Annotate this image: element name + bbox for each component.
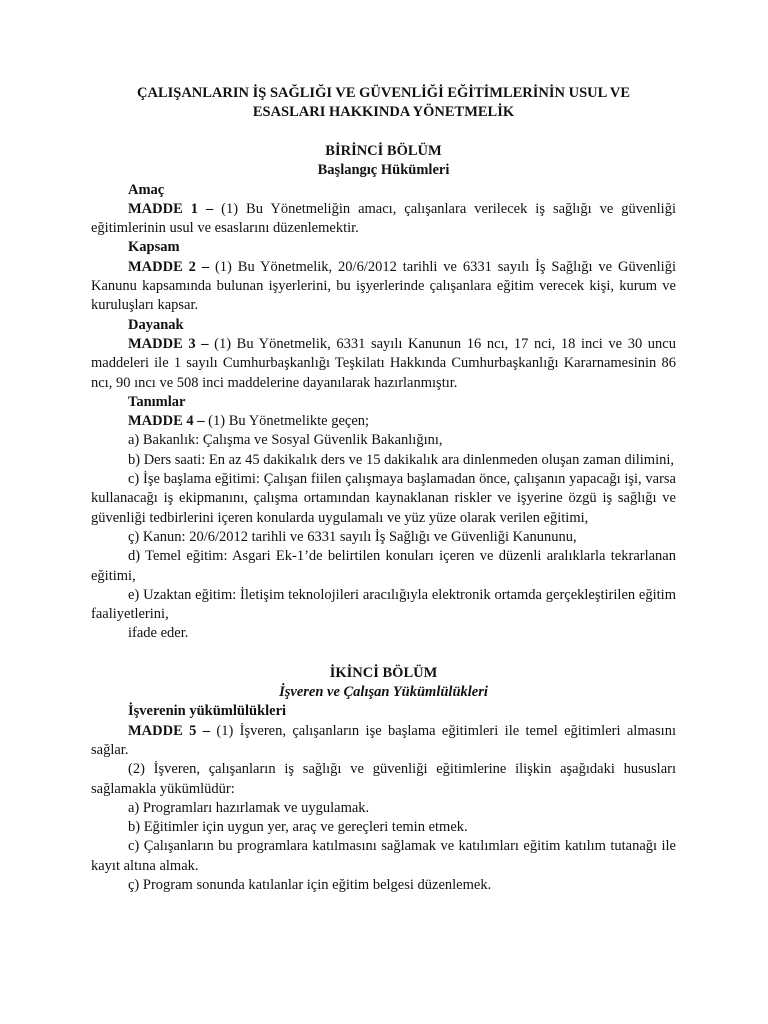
part-1-subheading: Başlangıç Hükümleri: [317, 162, 450, 179]
definition-e: e) Uzaktan eğitim: İletişim teknolojileri aracılığıyla elektronik ortamda gerçekleştirilen eğitim faaliyetlerini,: [91, 586, 676, 623]
definition-d: d) Temel eğitim: Asgari Ek-1’de belirtilen konuları içeren ve düzenli aralıklarla tekrarlanan eğitimi,: [91, 548, 676, 584]
article-5-paragraph-2: (2) İşveren, çalışanların iş sağlığı ve güvenliği eğitimlerine ilişkin aşağıdaki hususları sağlamakla yükümlüdür:: [91, 761, 676, 797]
title-line-1: ÇALIŞANLARIN İŞ SAĞLIĞI VE GÜVENLİĞİ EĞİTİMLERİNİN USUL VE: [137, 85, 630, 101]
title-line-2: ESASLARI HAKKINDA YÖNETMELİK: [252, 104, 515, 120]
article-5: [91, 722, 676, 761]
part-2-heading: İKİNCİ BÖLÜM: [329, 664, 438, 681]
article-2: [91, 258, 676, 316]
definition-cc: ç) Kanun: 20/6/2012 tarihli ve 6331 sayılı İş Sağlığı ve Güvenliği Kanununu,: [128, 528, 577, 545]
definition-a: a) Bakanlık: Çalışma ve Sosyal Güvenlik Bakanlığını,: [128, 432, 443, 449]
article-4-label: MADDE 4 –: [128, 413, 205, 430]
article-4: [91, 412, 676, 431]
part-1-heading: BİRİNCİ BÖLÜM: [325, 143, 442, 159]
definition-c: c) İşe başlama eğitimi: Çalışan fiilen çalışmaya başlamadan önce, çalışanın yapacağı işi, varsa kullanacağı iş ekipmanını, çalışma ortamından kaynaklanan riskler ve işyerine özgü iş sağlığı ve güvenliği tedbirlerini içeren konularda uygulamalı ve yüz yüze olarak verilen eğitimi,: [91, 471, 676, 526]
obligation-a: a) Programları hazırlamak ve uygulamak.: [128, 799, 370, 816]
section-title-amac: Amaç: [128, 181, 165, 198]
article-3-text: (1) Bu Yönetmelik, 6331 sayılı Kanunun 16 ncı, 17 nci, 18 inci ve 30 uncu maddeleri ile 1 sayılı Cumhurbaşkanlığı Teşkilatı Hakkında Cumhurbaşkanlığı Kararnamesinin 86 ncı, 90 ıncı ve 508 inci maddelerine dayanılarak hazırlanmıştır.: [91, 335, 676, 391]
article-4-text: (1) Bu Yönetmelikte geçen;: [204, 413, 370, 430]
article-1-label: MADDE 1 –: [128, 200, 214, 217]
document-title: [91, 84, 676, 122]
section-title-kapsam: Kapsam: [128, 239, 180, 256]
article-5-label: MADDE 5 –: [128, 722, 211, 739]
obligation-b: b) Eğitimler için uygun yer, araç ve gereçleri temin etmek.: [128, 819, 468, 836]
article-2-label: MADDE 2 –: [128, 258, 210, 275]
article-1: [91, 200, 676, 239]
article-3-label: MADDE 3 –: [128, 335, 209, 352]
article-3: [91, 335, 676, 393]
part-2-subheading: İşveren ve Çalışan Yükümlülükleri: [279, 684, 488, 701]
obligation-c: c) Çalışanların bu programlara katılmasını sağlamak ve katılımları eğitim katılım tutanağı ile kayıt altına almak.: [91, 838, 676, 874]
article-1-text: (1) Bu Yönetmeliğin amacı, çalışanlara verilecek iş sağlığı ve güvenliği eğitimlerinin usul ve esaslarını düzenlemektir.: [91, 200, 676, 237]
article-2-text: (1) Bu Yönetmelik, 20/6/2012 tarihli ve 6331 sayılı İş Sağlığı ve Güvenliği Kanunu kapsamında bulunan işyerlerini, bu işyerlerinde çalışanlara eğitim verecek kişi, kurum ve kuruluşları kapsar.: [91, 258, 676, 314]
section-title-dayanak: Dayanak: [128, 316, 184, 333]
article-5-text: (1) İşveren, çalışanların işe başlama eğitimleri ile temel eğitimleri almasını sağlar.: [91, 722, 676, 758]
definition-b: b) Ders saati: En az 45 dakikalık ders ve 15 dakikalık ara dinlenmeden oluşan zaman dilimini,: [128, 451, 675, 468]
section-title-tanimlar: Tanımlar: [128, 393, 186, 410]
definition-end: ifade eder.: [128, 625, 189, 642]
section-title-isveren-yukumlulukleri: İşverenin yükümlülükleri: [128, 703, 287, 720]
obligation-cc: ç) Program sonunda katılanlar için eğitim belgesi düzenlemek.: [128, 876, 492, 893]
